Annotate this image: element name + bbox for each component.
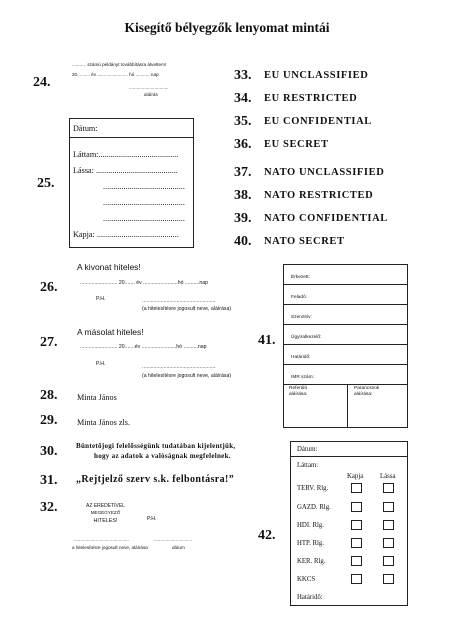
stamp-42-divider	[291, 456, 407, 457]
stamp-42-gazd-kapja-box	[351, 502, 362, 512]
section-number-39: 39.	[234, 211, 252, 226]
stamp-30-line2: hogy az adatok a valóságnak megfelelnek.	[94, 452, 231, 460]
stamp-32-date-dots: ..............................	[154, 537, 193, 542]
section-number-38: 38.	[234, 188, 252, 203]
stamp-26-date-line: .......................... 20....... év ........................hó ..........nap	[80, 280, 209, 286]
section-number-25: 25.	[37, 176, 55, 191]
stamp-27-heading: A másolat hiteles!	[77, 327, 144, 337]
stamp-24-line1: ........... számú példányt továbbításra átvettem!	[72, 62, 167, 67]
stamp-42-htp-lassa-box	[383, 538, 394, 548]
stamp-42-lattam: Láttam:	[297, 462, 319, 469]
stamp-41-parancsnok-2: aláírása:	[354, 392, 373, 397]
page-title: Kisegítő bélyegzők lenyomat mintái	[124, 20, 330, 35]
stamp-32-ph: P.H.	[147, 516, 157, 522]
stamp-42-row-kkcs: KKCS	[297, 576, 316, 583]
stamp-25-lattam: Láttam:.......................................	[73, 150, 179, 159]
stamp-42-ker-lassa-box	[383, 556, 394, 566]
stamp-30-line1: Büntetőjogi felelősségünk tudatában kijelentjük,	[76, 442, 236, 450]
stamp-25-lassa: Lássa: ........................................	[73, 166, 178, 175]
stamp-25-dots-3: ........................................	[103, 214, 185, 223]
stamp-29-text: Minta János zls.	[77, 418, 130, 427]
classification-33: EU UNCLASSIFIED	[264, 70, 369, 81]
classification-37: NATO UNCLASSIFIED	[264, 167, 385, 178]
stamp-42-gazd-lassa-box	[383, 502, 394, 512]
classification-38: NATO RESTRICTED	[264, 190, 374, 201]
stamp-42-row-gazd: GAZD. Rlg.	[297, 504, 331, 511]
classification-34: EU RESTRICTED	[264, 93, 358, 104]
stamp-27-signature-line: ...................................................	[142, 364, 216, 370]
stamp-41-box	[283, 264, 408, 428]
section-number-27: 27.	[40, 335, 58, 350]
section-number-28: 28.	[40, 388, 58, 403]
stamp-26-heading: A kivonat hiteles!	[77, 262, 141, 272]
stamp-42-terv-lassa-box	[383, 483, 394, 493]
stamp-26-ph: P.H.	[96, 296, 106, 302]
section-number-31: 31.	[40, 473, 58, 488]
section-number-36: 36.	[234, 137, 252, 152]
stamp-32-date-label: dátum	[172, 545, 185, 550]
stamp-42-row-terv: TERV. Rlg.	[297, 485, 329, 492]
stamp-41-ugyiratkezelo: Ügyiratkezelő:	[284, 325, 407, 345]
section-number-33: 33.	[234, 68, 252, 83]
stamp-24-line2: 20.......... év ........................ hó ........... nap	[72, 72, 159, 77]
section-number-35: 35.	[234, 114, 252, 129]
classification-39: NATO CONFIDENTIAL	[264, 213, 388, 224]
section-number-42: 42.	[258, 528, 276, 543]
stamp-25-dots-1: ........................................	[103, 182, 185, 191]
stamp-24-signature-line: ...............................	[129, 85, 169, 90]
stamp-31-text: „Rejtjelző szerv s.k. felbontásra!”	[76, 474, 235, 485]
stamp-32-signature-dots: ...........................................	[74, 537, 129, 542]
stamp-25-divider	[69, 137, 194, 138]
section-number-30: 30.	[40, 444, 58, 459]
stamp-27-ph: P.H.	[96, 361, 106, 367]
section-number-40: 40.	[234, 234, 252, 249]
stamp-41-referalo-1: Referáló	[289, 386, 308, 391]
classification-40: NATO SECRET	[264, 236, 345, 247]
section-number-37: 37.	[234, 165, 252, 180]
stamp-42-ker-kapja-box	[351, 556, 362, 566]
stamp-42-row-hdi: HDI. Rlg.	[297, 522, 324, 529]
stamp-42-htp-kapja-box	[351, 538, 362, 548]
stamp-41-referalo-2: aláírása:	[289, 392, 308, 397]
stamp-42-terv-kapja-box	[351, 483, 362, 493]
stamp-32-line1: AZ EREDETIVEL	[86, 503, 125, 509]
stamp-41-hatarido: Határidő:	[284, 345, 407, 365]
section-number-24: 24.	[33, 75, 51, 90]
stamp-32-line2: MEGEGYEZŐ	[90, 510, 121, 515]
stamp-41-parancsnok-1: Parancsnok	[354, 386, 380, 391]
stamp-42-hatarido: Határidő:	[297, 594, 323, 601]
stamp-32-line3: HITELES!	[93, 518, 118, 524]
stamp-42-kkcs-kapja-box	[351, 574, 362, 584]
stamp-42-col-kapja: Kapja	[347, 473, 364, 480]
stamp-42-row-ker: KER. Rlg.	[297, 558, 326, 565]
stamp-26-signature-line: ...................................................	[142, 298, 216, 304]
stamp-27-signature-label: (a hitelesítésre jogosult neve, aláírása)	[142, 373, 232, 379]
stamp-27-date-line: .......................... 20.......év ........................hó ..........nap	[80, 344, 207, 350]
section-number-32: 32.	[40, 500, 58, 515]
stamp-25-dots-2: ........................................	[103, 198, 185, 207]
section-number-29: 29.	[40, 413, 58, 428]
stamp-28-text: Minta János	[77, 393, 117, 402]
section-number-41: 41.	[258, 333, 276, 348]
stamp-41-bottom-divider	[347, 385, 348, 427]
section-number-34: 34.	[234, 91, 252, 106]
stamp-25-kapja: Kapja: ........................................	[73, 230, 179, 239]
section-number-26: 26.	[40, 280, 58, 295]
stamp-41-felado: Feladó:	[284, 285, 407, 305]
stamp-42-row-htp: HTP. Rlg.	[297, 540, 325, 547]
stamp-25-datum: Dátum:	[73, 124, 98, 133]
stamp-42-hdi-kapja-box	[351, 520, 362, 530]
stamp-24-signature-label: aláírás	[144, 92, 158, 97]
stamp-42-kkcs-lassa-box	[383, 574, 394, 584]
stamp-42-datum: Dátum:	[297, 446, 318, 453]
stamp-26-signature-label: (a hitelesítésre jogosult neve, aláírása)	[142, 306, 232, 312]
classification-36: EU SECRET	[264, 139, 329, 150]
stamp-41-szenzitiv: Szenzitív:	[284, 305, 407, 325]
stamp-42-box	[290, 441, 408, 606]
stamp-41-imr-szam: IMR szám:	[284, 365, 407, 385]
classification-35: EU CONFIDENTIAL	[264, 116, 372, 127]
stamp-42-hdi-lassa-box	[383, 520, 394, 530]
stamp-41-erkezett: Érkezett:	[284, 265, 407, 285]
stamp-42-col-lassa: Lássa	[380, 473, 396, 480]
stamp-32-signature-label: a hitelesítésre jogosult neve, aláírása	[72, 545, 148, 550]
